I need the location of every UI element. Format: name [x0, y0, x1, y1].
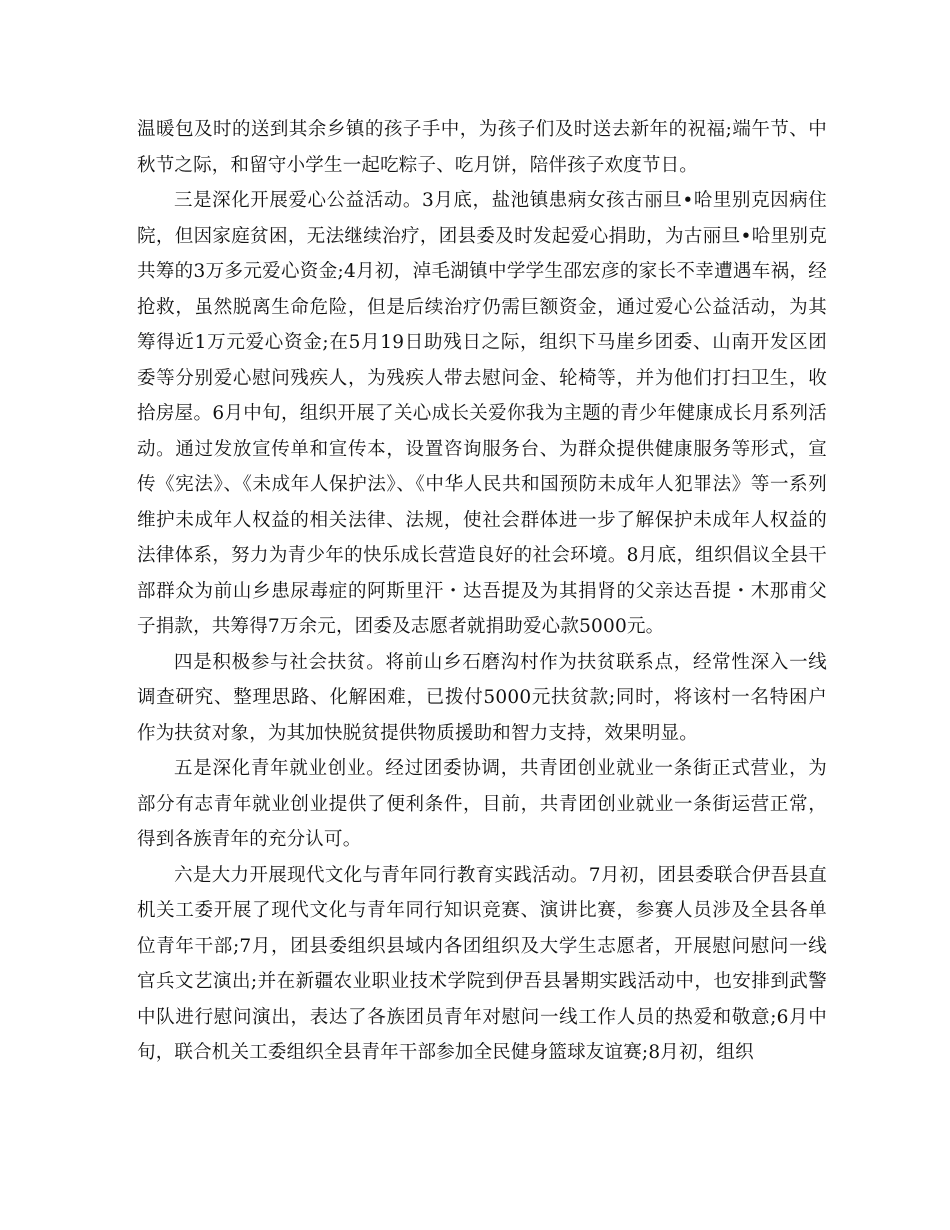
paragraph-charity-activities: 三是深化开展爱心公益活动。3月底，盐池镇患病女孩古丽旦•哈里别克因病住院，但因家庭贫困，无法继续治疗，团县委及时发起爱心捐助，为古丽旦•哈里别克共筹的3万多元爱心资金;4月初，淖毛湖镇中学学生邵宏彦的家长不幸遭遇车祸，经抢救，虽然脱离生命危险，但是后续治疗仍需巨额资金，通过爱心公益活动，为其筹得近1万元爱心资金;在5月19日助残日之际，组织下马崖乡团委、山南开发区团委等分别爱心慰问残疾人，为残疾人带去慰问金、轮椅等，并为他们打扫卫生，收拾房屋。6月中旬，组织开展了关心成长关爱你我为主题的青少年健康成长月系列活动。通过发放宣传单和宣传本，设置咨询服务台、为群众提供健康服务等形式，宣传《宪法》、《未成年人保护法》、《中华人民共和国预防未成年人犯罪法》等一系列维护未成年人权益的相关法律、法规，使社会群体进一步了解保护未成年人权益的法律体系，努力为青少年的快乐成长营造良好的社会环境。8月底，组织倡议全县干部群众为前山乡患尿毒症的阿斯里汗・达吾提及为其捐肾的父亲达吾提・木那甫父子捐款，共筹得7万余元，团委及志愿者就捐助爱心款5000元。	[137, 190, 827, 637]
paragraph-culture-activities: 六是大力开展现代文化与青年同行教育实践活动。7月初，团县委联合伊吾县直机关工委开展了现代文化与青年同行知识竞赛、演讲比赛，参赛人员涉及全县各单位青年干部;7月，团县委组织县域内各团组织及大学生志愿者，开展慰问慰问一线官兵文艺演出;并在新疆农业职业技术学院到伊吾县暑期实践活动中，也安排到武警中队进行慰问演出，表达了各族团员青年对慰问一线工作人员的热爱和敬意;6月中旬，联合机关工委组织全县青年干部参加全民健身篮球友谊赛;8月初，组织	[137, 864, 828, 1063]
document-page	[137, 112, 827, 1071]
paragraph-youth-employment: 五是深化青年就业创业。经过团委协调，共青团创业就业一条街正式营业，为部分有志青年就业创业提供了便利条件，目前，共青团创业就业一条街运营正常，得到各族青年的充分认可。	[137, 758, 827, 850]
paragraph-poverty-alleviation: 四是积极参与社会扶贫。将前山乡石磨沟村作为扶贫联系点，经常性深入一线调查研究、整理思路、化解困难，已拨付5000元扶贫款;同时，将该村一名特困户作为扶贫对象，为其加快脱贫提供物质援助和智力支持，效果明显。	[137, 651, 827, 744]
paragraph-continuation: 温暖包及时的送到其余乡镇的孩子手中，为孩子们及时送去新年的祝福;端午节、中秋节之际，和留守小学生一起吃粽子、吃月饼，陪伴孩子欢度节日。	[137, 119, 827, 176]
